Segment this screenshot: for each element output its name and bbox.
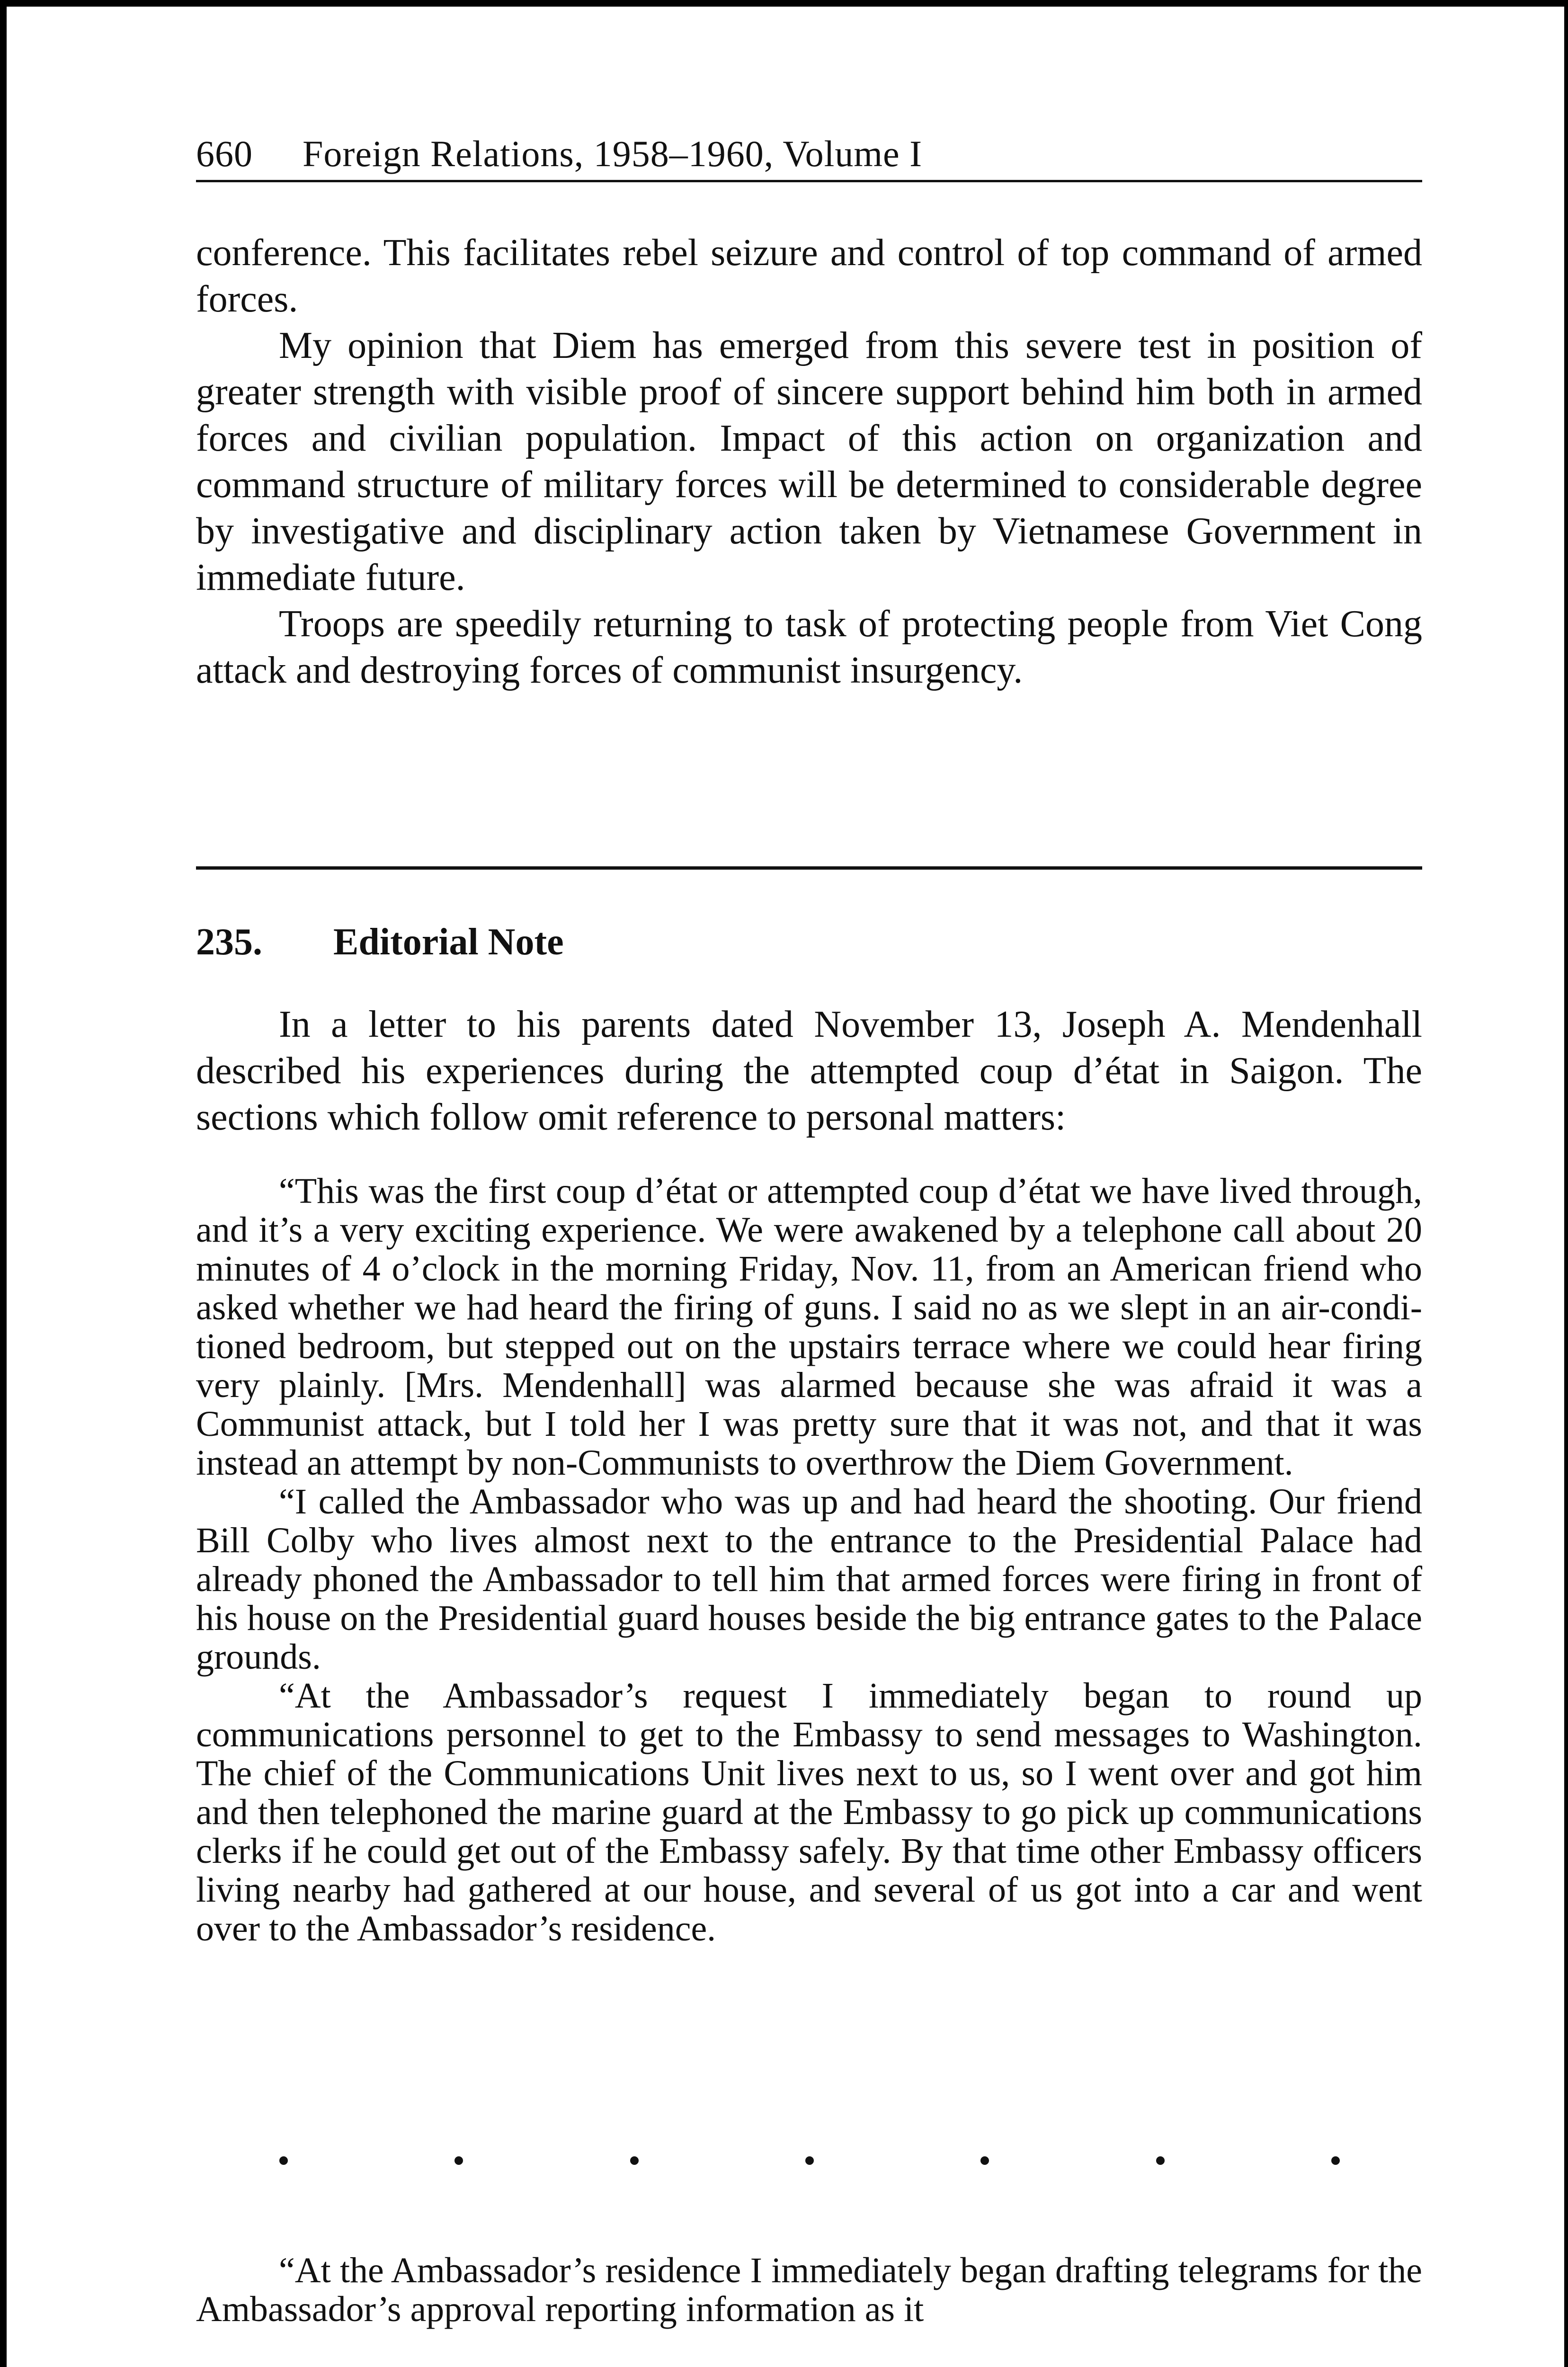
paragraph: In a letter to his parents dated November 13, Joseph A. Mendenhall described his experiences during the attempted coup d’état in Saigon. The sections which follow omit reference to personal matters: bbox=[196, 1004, 1422, 1138]
continuation-text bbox=[196, 230, 1422, 694]
ellipsis-dot bbox=[805, 2156, 814, 2165]
ellipsis-dot bbox=[1331, 2156, 1340, 2165]
page-number: 660 bbox=[196, 133, 253, 174]
omission-ellipsis bbox=[279, 2156, 1340, 2165]
quote-paragraph: “At the Ambassador’s request I immediately began to round up communications personnel to get to the Embassy to send messages to Washington. The chief of the Communications Unit lives next to us, so I went over and got him and then telephoned the marine guard at the Embassy to go pick up communications clerks if he could get out of the Embassy safely. By that time other Embassy officers living nearby had gathered at our house, and several of us got into a car and went over to the Ambassador’s residence. bbox=[196, 1676, 1422, 1949]
quote-paragraph: “This was the first coup d’état or attempted coup d’état we have lived through, and it’s a very exciting experience. We were awakened by a telephone call about 20 minutes of 4 o’clock in the morning Friday, Nov. 11, from an American friend who asked whether we had heard the firing of guns. I said no as we slept in an air-conditioned bedroom, but stepped out on the upstairs terrace where we could hear firing very plainly. [Mrs. Mendenhall] was alarmed because she was afraid it was a Communist attack, but I told her I was pretty sure that it was not, and that it was instead an attempt by non-Communists to overthrow the Diem Government. bbox=[196, 1171, 1422, 1483]
ellipsis-dot bbox=[980, 2156, 989, 2165]
quote-paragraph: “I called the Ambassador who was up and had heard the shooting. Our friend Bill Colby who lives almost next to the entrance to the Presidential Palace had already phoned the Ambassador to tell him that armed forces were firing in front of his house on the Presidential guard houses beside the big entrance gates to the Palace grounds. bbox=[196, 1482, 1422, 1677]
intro-text bbox=[196, 1001, 1422, 1140]
paragraph: Troops are speedily returning to task of protecting people from Viet Cong attack and destroying forces of communist insurgency. bbox=[196, 603, 1422, 691]
section-number: 235. bbox=[196, 921, 262, 963]
ellipsis-dot bbox=[630, 2156, 639, 2165]
section-title: Editorial Note bbox=[333, 921, 564, 963]
letter-excerpt bbox=[196, 1172, 1422, 1948]
ellipsis-dot bbox=[454, 2156, 463, 2165]
ellipsis-dot bbox=[1156, 2156, 1165, 2165]
quote-paragraph: “At the Ambassador’s residence I immediately began drafting telegrams for the Ambassador’s approval reporting information as it bbox=[196, 2251, 1422, 2329]
paragraph: My opinion that Diem has emerged from this severe test in position of greater strength with visible proof of sincere support behind him both in armed forces and civilian population. Impact of this action on organization and command structure of military forces will be determined to considerable degree by investigative and disciplinary action taken by Vietnamese Government in immediate future. bbox=[196, 325, 1422, 598]
running-title: Foreign Relations, 1958–1960, Volume I bbox=[303, 133, 923, 174]
section-heading bbox=[196, 921, 564, 964]
paragraph: conference. This facilitates rebel seizure and control of top command of armed forces. bbox=[196, 232, 1422, 320]
section-divider bbox=[196, 866, 1422, 870]
letter-excerpt-continued bbox=[196, 2251, 1422, 2329]
running-header bbox=[196, 128, 1422, 182]
ellipsis-dot bbox=[279, 2156, 288, 2165]
